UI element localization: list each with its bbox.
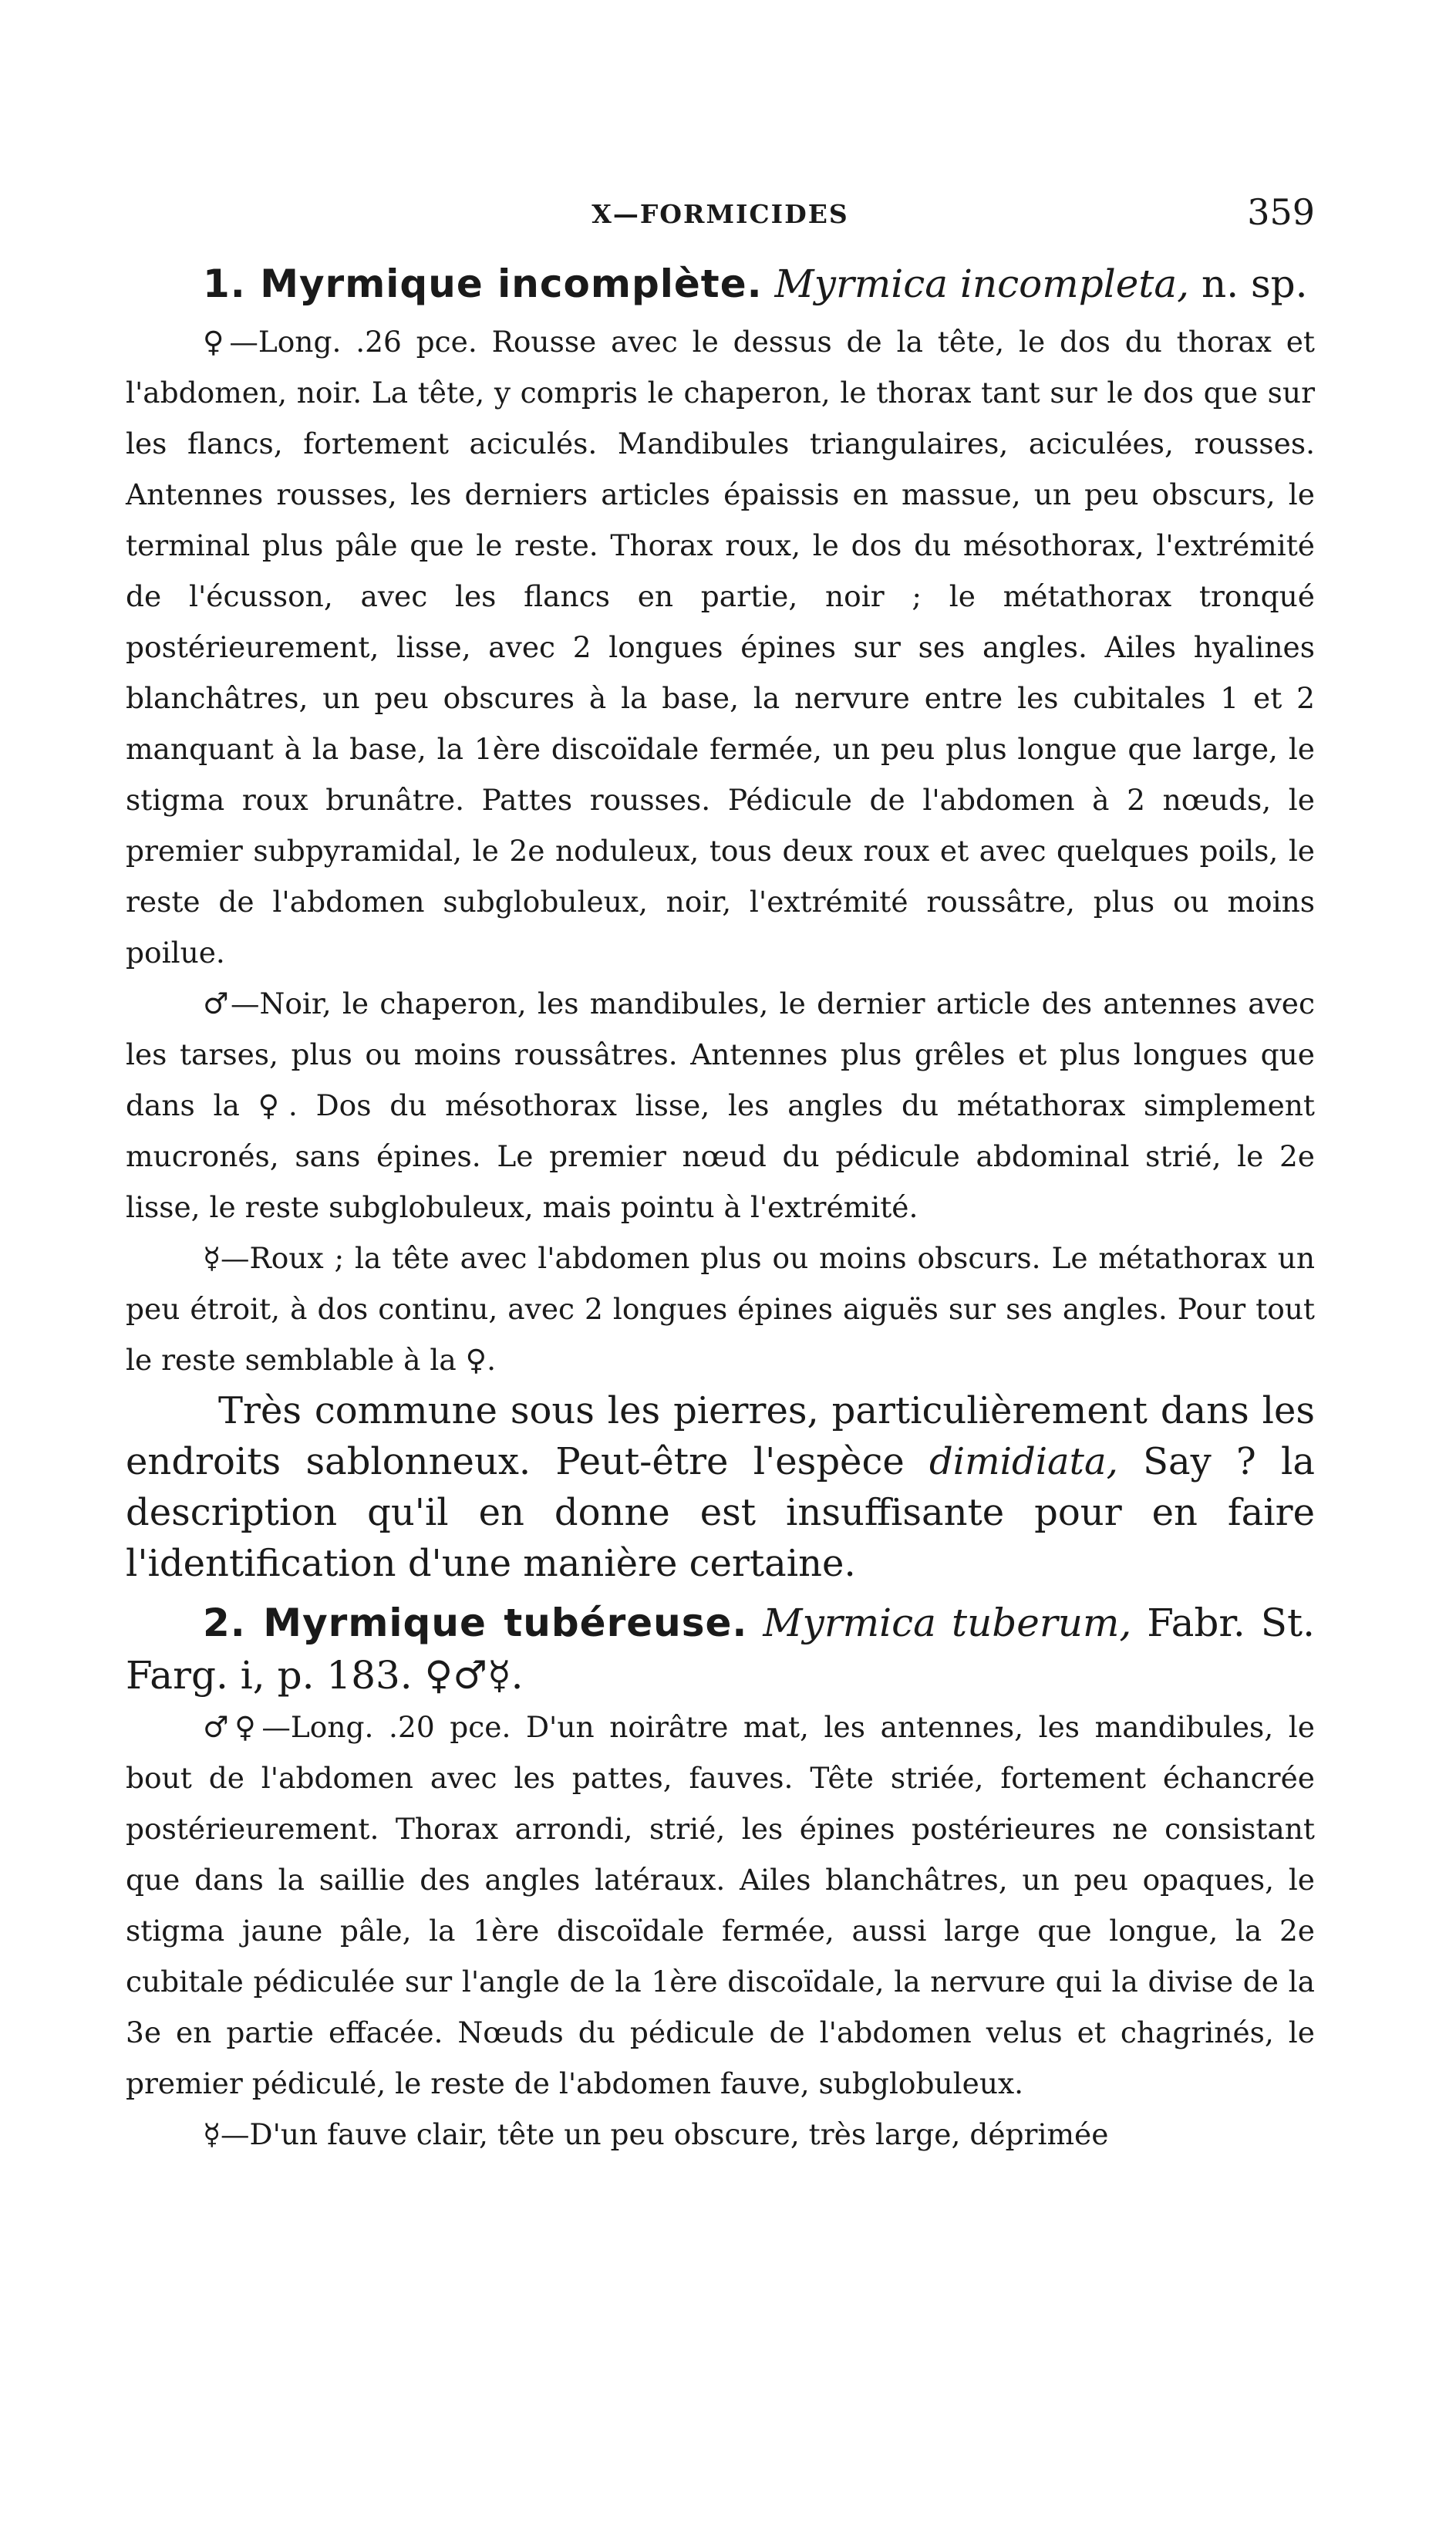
species-1-male-description: ♂—Noir, le chaperon, les mandibules, le dernier article des antennes avec les tarses, plus ou moins roussâtres. Antennes plus grêles et plus longues que dans la ♀. Dos du mésothorax lisse, les angles du métathorax simplement mucronés, sans épines. Le premier nœud du pédicule abdominal strié, le 2e lisse, le reste subglobuleux, mais pointu à l'extrémité. bbox=[126, 987, 1315, 1224]
running-head bbox=[126, 185, 1315, 239]
species-1-note-end: Say ? la description qu'il en donne est insuffisante pour en faire l'identification d'une manière certaine. bbox=[126, 1440, 1316, 1585]
book-page bbox=[126, 185, 1315, 2160]
species-1-note bbox=[126, 1385, 1315, 1589]
species-heading-1 bbox=[126, 258, 1315, 310]
species-heading-2-latin-name: Myrmica tuberum, bbox=[763, 1601, 1132, 1645]
species-1-female-description: ♀—Long. .26 pce. Rousse avec le dessus de la tête, le dos du thorax et l'abdomen, noir. La tête, y compris le chaperon, le thorax tant sur le dos que sur les flancs, fortement aciculés. Mandibules triangulaires, aciculées, rousses. Antennes rousses, les derniers articles épaissis en massue, un peu obscurs, le terminal plus pâle que le reste. Thorax roux, le dos du mésothorax, l'extrémité de l'écusson, avec les flancs en partie, noir ; le métathorax tronqué postérieurement, lisse, avec 2 longues épines sur ses angles. Ailes hyalines blanchâtres, un peu obscures à la base, la nervure entre les cubitales 1 et 2 manquant à la base, la 1ère discoïdale fermée, un peu plus longue que large, le stigma roux brunâtre. Pattes rousses. Pédicule de l'abdomen à 2 nœuds, le premier subpyramidal, le 2e noduleux, tous deux roux et avec quelques poils, le reste de l'abdomen subglobuleux, noir, l'extrémité roussâtre, plus ou moins poilue. bbox=[126, 325, 1315, 970]
species-2-worker-description: ☿—D'un fauve clair, tête un peu obscure, très large, déprimée bbox=[203, 2117, 1109, 2151]
species-1-note-start: Très commune sous les pierres, particulièrement dans les endroits sablonneux. Peut-être l'espèce bbox=[126, 1389, 1315, 1483]
section-title: X—FORMICIDES bbox=[592, 199, 849, 229]
spacer bbox=[126, 1589, 1315, 1597]
species-heading-1-common-name: 1. Myrmique incomplète. bbox=[203, 261, 763, 306]
species-heading-2-common-name: 2. Myrmique tubéreuse. bbox=[203, 1601, 748, 1645]
species-heading-2 bbox=[126, 1597, 1315, 1702]
species-2-male-female-description: ♂♀—Long. .20 pce. D'un noirâtre mat, les antennes, les mandibules, le bout de l'abdomen avec les pattes, fauves. Tête striée, fortement échancrée postérieurement. Thorax arrondi, strié, les épines postérieures ne consistant que dans la saillie des angles latéraux. Ailes blanchâtres, un peu opaques, le stigma jaune pâle, la 1ère discoïdale fermée, aussi large que longue, la 2e cubitale pédiculée sur l'angle de la 1ère discoïdale, la nervure qui la divise de la 3e en partie effacée. Nœuds du pédicule de l'abdomen velus et chagrinés, le premier pédiculé, le reste de l'abdomen fauve, subglobuleux. bbox=[126, 1710, 1315, 2100]
species-heading-1-authority: n. sp. bbox=[1189, 261, 1308, 306]
species-1-note-italic: dimidiata, bbox=[929, 1440, 1118, 1483]
species-heading-2-authority: Fabr. St. Farg. i, p. 183. ♀♂☿. bbox=[126, 1601, 1315, 1698]
species-1-worker-description: ☿—Roux ; la tête avec l'abdomen plus ou moins obscurs. Le métathorax un peu étroit, à dos continu, avec 2 longues épines aiguës sur ses angles. Pour tout le reste semblable à la ♀. bbox=[126, 1241, 1315, 1377]
species-heading-1-latin-name: Myrmica incompleta, bbox=[774, 261, 1190, 306]
page-number: 359 bbox=[1247, 191, 1315, 233]
